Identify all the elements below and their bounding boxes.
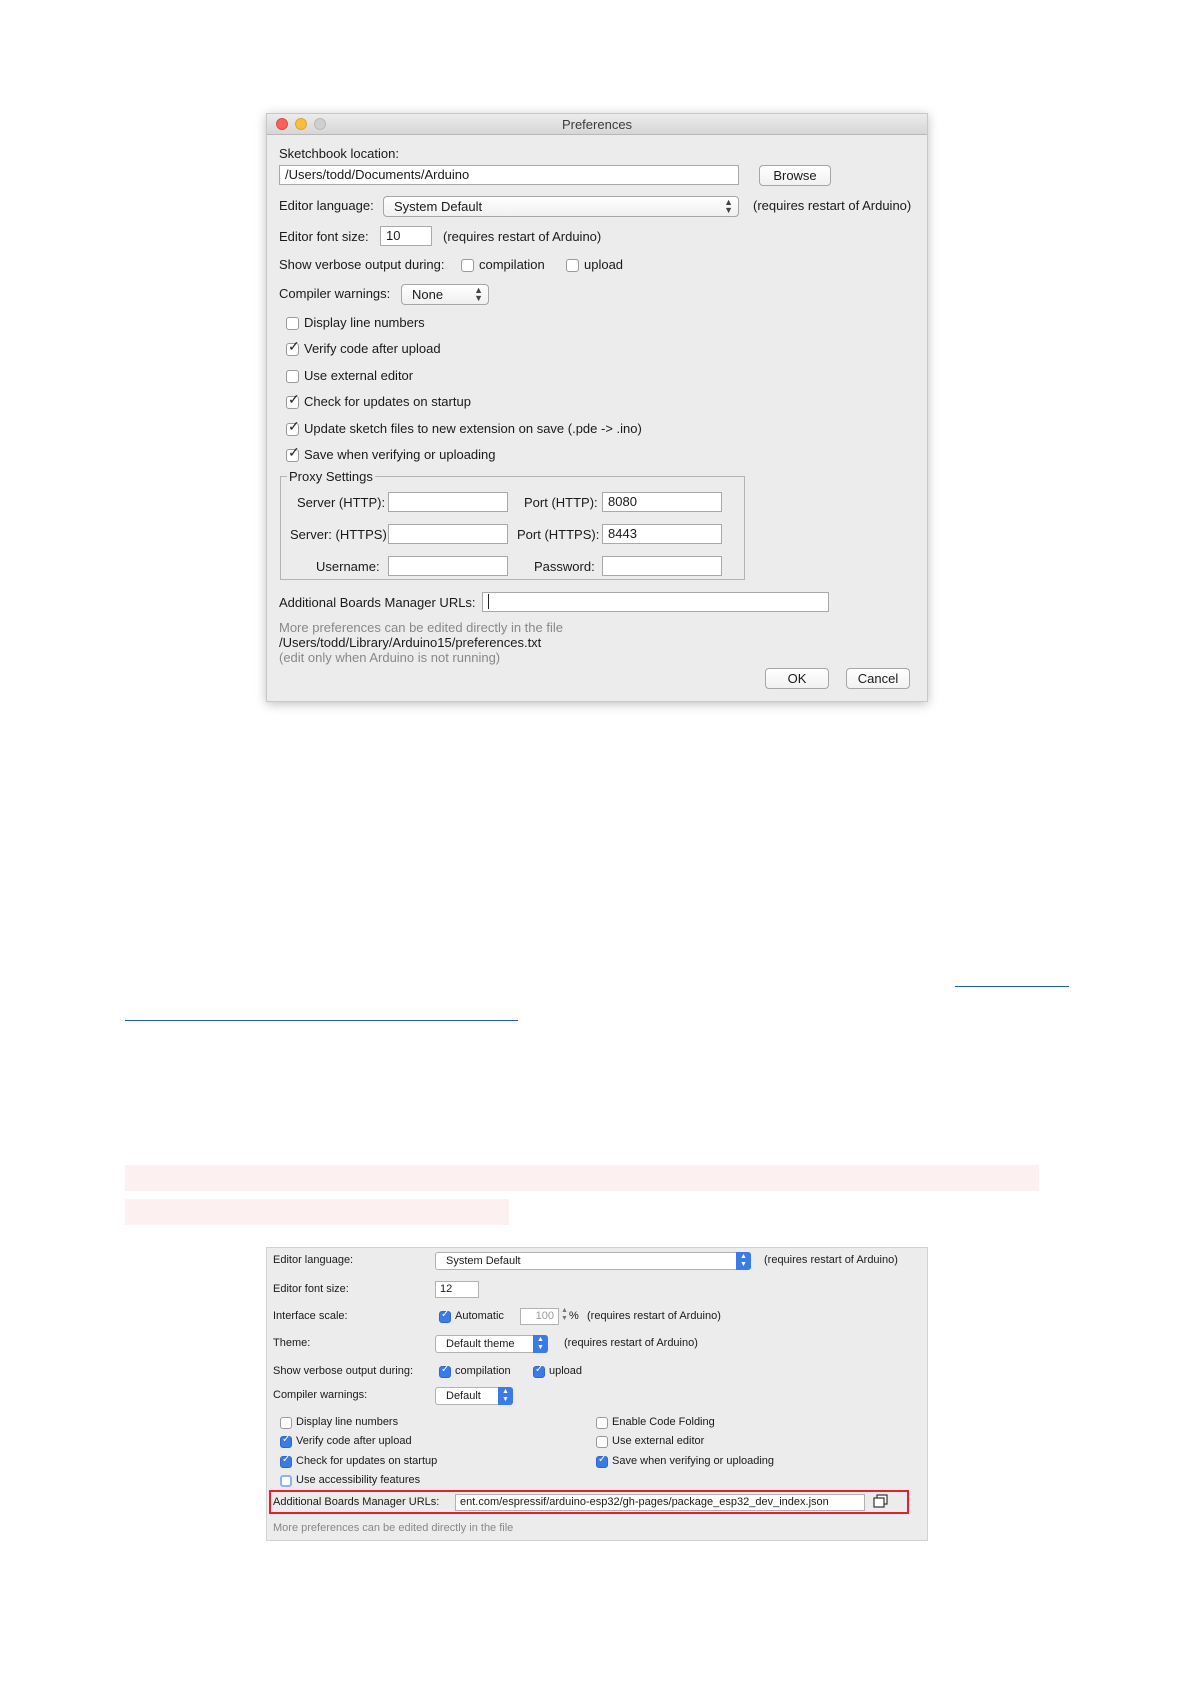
verify-code-checkbox[interactable]	[286, 338, 300, 356]
boards-urls-input[interactable]: ent.com/espressif/arduino-esp32/gh-pages/package_esp32_dev_index.json	[455, 1494, 865, 1511]
update-extension-label: Update sketch files to new extension on save (.pde -> .ino)	[304, 421, 642, 436]
theme-select[interactable]	[435, 1335, 548, 1353]
server-http-input[interactable]	[388, 492, 508, 512]
checkmark-icon: ✓	[282, 1454, 291, 1465]
edit-list-icon[interactable]	[873, 1494, 889, 1509]
compiler-warnings-select[interactable]	[401, 284, 489, 305]
display-line-numbers-checkbox[interactable]	[280, 1417, 292, 1429]
external-editor-checkbox[interactable]	[286, 370, 299, 383]
username-input[interactable]	[388, 556, 508, 576]
editor-language-label: Editor language:	[279, 198, 374, 213]
save-verify-label: Save when verifying or uploading	[304, 447, 496, 462]
editor-language-select[interactable]	[383, 196, 739, 217]
external-editor-label: Use external editor	[612, 1435, 705, 1447]
boards-urls-label: Additional Boards Manager URLs:	[273, 1496, 440, 1508]
editor-language-value: System Default	[394, 199, 483, 214]
compilation-checkbox[interactable]	[461, 259, 474, 272]
accessibility-checkbox[interactable]	[280, 1475, 292, 1487]
prefs-file-path: /Users/todd/Library/Arduino15/preferences.txt	[279, 635, 542, 650]
ok-button[interactable]: OK	[765, 668, 829, 689]
check-updates-checkbox[interactable]	[286, 391, 300, 409]
dropdown-arrows-icon: ▲ ▼	[736, 1252, 751, 1270]
window-title: Preferences	[561, 117, 633, 132]
checkmark-icon: ✓	[288, 338, 300, 354]
scale-stepper-icon[interactable]: ▲ ▼	[561, 1307, 568, 1322]
checkmark-icon: ✓	[288, 444, 300, 460]
checkmark-icon: ✓	[282, 1434, 291, 1445]
display-line-numbers-label: Display line numbers	[296, 1416, 399, 1428]
compiler-warnings-label: Compiler warnings:	[279, 286, 391, 301]
interface-scale-label: Interface scale:	[273, 1310, 348, 1322]
port-http-input[interactable]: 8080	[602, 492, 722, 512]
theme-restart-note: (requires restart of Arduino)	[564, 1337, 698, 1349]
cancel-button[interactable]: Cancel	[846, 668, 910, 689]
editor-language-value: System Default	[446, 1255, 521, 1267]
port-https-input[interactable]: 8443	[602, 524, 722, 544]
verify-code-label: Verify code after upload	[304, 341, 441, 356]
language-restart-note: (requires restart of Arduino)	[753, 198, 912, 213]
editor-language-select[interactable]	[435, 1252, 751, 1270]
compilation-label: compilation	[479, 257, 545, 272]
compiler-warnings-value: Default	[446, 1390, 481, 1402]
verbose-label: Show verbose output during:	[273, 1365, 414, 1377]
code-folding-label: Enable Code Folding	[612, 1416, 715, 1428]
highlight-bar	[125, 1165, 1039, 1191]
sketchbook-location-input[interactable]: /Users/todd/Documents/Arduino	[279, 165, 739, 185]
preferences-window-new	[266, 1247, 928, 1541]
automatic-checkbox[interactable]	[439, 1311, 451, 1323]
save-verify-label: Save when verifying or uploading	[612, 1455, 775, 1467]
font-size-input[interactable]: 12	[435, 1281, 479, 1298]
percent-sign: %	[569, 1310, 579, 1322]
proxy-settings-title: Proxy Settings	[289, 469, 373, 484]
port-http-label: Port (HTTP):	[524, 495, 598, 510]
font-size-restart-note: (requires restart of Arduino)	[443, 229, 602, 244]
checkmark-icon: ✓	[598, 1454, 607, 1465]
upload-label: upload	[549, 1365, 583, 1377]
compiler-warnings-label: Compiler warnings:	[273, 1389, 368, 1401]
password-label: Password:	[534, 559, 595, 574]
external-editor-checkbox[interactable]	[596, 1436, 608, 1448]
font-size-label: Editor font size:	[279, 229, 369, 244]
display-line-numbers-label: Display line numbers	[304, 315, 425, 330]
theme-label: Theme:	[273, 1337, 311, 1349]
language-restart-note: (requires restart of Arduino)	[764, 1254, 898, 1266]
more-prefs-note: More preferences can be edited directly in the file	[279, 620, 563, 635]
check-updates-checkbox[interactable]	[280, 1456, 292, 1468]
check-updates-label: Check for updates on startup	[304, 394, 471, 409]
update-extension-checkbox[interactable]	[286, 418, 300, 436]
highlight-bar	[125, 1199, 509, 1225]
checkmark-icon: ✓	[441, 1309, 450, 1320]
compilation-label: compilation	[455, 1365, 511, 1377]
stepper-arrows-icon: ▲ ▼	[474, 285, 483, 303]
preferences-window	[266, 113, 928, 702]
boards-urls-input[interactable]	[482, 592, 829, 612]
server-http-label: Server (HTTP):	[297, 495, 386, 510]
sketchbook-label: Sketchbook location:	[279, 146, 399, 161]
browse-button[interactable]: Browse	[759, 165, 831, 186]
checkmark-icon: ✓	[535, 1364, 544, 1375]
boards-urls-label: Additional Boards Manager URLs:	[279, 595, 476, 610]
automatic-label: Automatic	[455, 1310, 504, 1322]
editor-language-label: Editor language:	[273, 1254, 354, 1266]
hyperlink-underline[interactable]	[125, 1020, 518, 1021]
save-verify-checkbox[interactable]	[596, 1456, 608, 1468]
port-https-label: Port (HTTPS):	[517, 527, 600, 542]
hyperlink-underline[interactable]	[955, 986, 1069, 987]
title-bar	[267, 114, 927, 135]
server-https-input[interactable]	[388, 524, 508, 544]
font-size-input[interactable]: 10	[380, 226, 432, 246]
checkmark-icon: ✓	[288, 391, 300, 407]
checkmark-icon: ✓	[288, 418, 300, 434]
dropdown-arrows-icon: ▲ ▼	[498, 1387, 513, 1405]
compilation-checkbox[interactable]	[439, 1366, 451, 1378]
verbose-label: Show verbose output during:	[279, 257, 445, 272]
check-updates-label: Check for updates on startup	[296, 1455, 438, 1467]
display-line-numbers-checkbox[interactable]	[286, 317, 299, 330]
edit-note: (edit only when Arduino is not running)	[279, 650, 501, 665]
username-label: Username:	[316, 559, 380, 574]
scale-restart-note: (requires restart of Arduino)	[587, 1310, 721, 1322]
accessibility-label: Use accessibility features	[296, 1474, 421, 1486]
code-folding-checkbox[interactable]	[596, 1417, 608, 1429]
verify-code-label: Verify code after upload	[296, 1435, 412, 1447]
more-prefs-note: More preferences can be edited directly in the file	[273, 1522, 514, 1534]
save-verify-checkbox[interactable]	[286, 444, 300, 462]
server-https-label: Server: (HTTPS)	[290, 527, 387, 542]
external-editor-label: Use external editor	[304, 368, 414, 383]
upload-checkbox[interactable]	[566, 259, 579, 272]
upload-checkbox[interactable]	[533, 1366, 545, 1378]
verify-code-checkbox[interactable]	[280, 1436, 292, 1448]
compiler-warnings-select[interactable]	[435, 1387, 513, 1405]
stepper-arrows-icon: ▲ ▼	[724, 197, 733, 215]
scale-input[interactable]: 100	[520, 1308, 559, 1325]
password-input[interactable]	[602, 556, 722, 576]
dropdown-arrows-icon: ▲ ▼	[533, 1335, 548, 1353]
compiler-warnings-value: None	[412, 287, 444, 302]
font-size-label: Editor font size:	[273, 1283, 349, 1295]
checkmark-icon: ✓	[441, 1364, 450, 1375]
upload-label: upload	[584, 257, 624, 272]
theme-value: Default theme	[446, 1338, 515, 1350]
